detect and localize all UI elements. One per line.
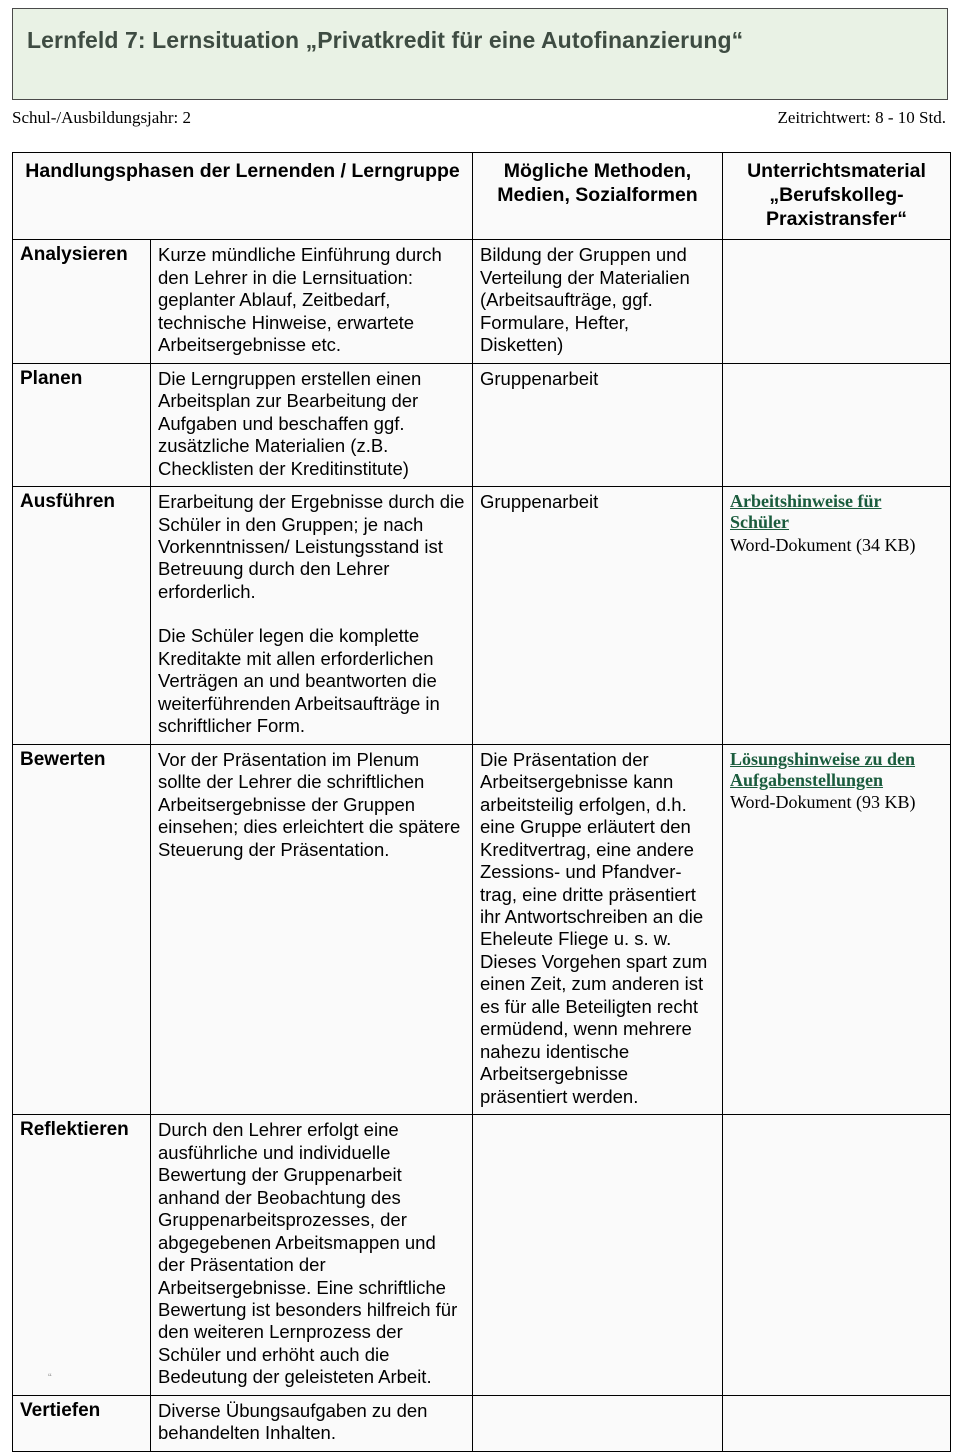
methods-cell-analysieren: Bildung der Gruppen und Verteilung der Materialien (Arbeitsaufträge, ggf. Formulare, Hefter, Disketten) xyxy=(473,240,723,363)
material-cell-bewerten xyxy=(723,744,951,1115)
table-header-row xyxy=(13,153,951,240)
phase-label-analysieren: Analysieren xyxy=(13,240,151,363)
material-cell-ausfuehren xyxy=(723,487,951,745)
table-row xyxy=(13,240,951,363)
methods-cell-ausfuehren: Gruppenarbeit xyxy=(473,487,723,745)
scan-artifact-mark: “ xyxy=(48,1372,53,1384)
table-row xyxy=(13,1115,951,1396)
material-cell-vertiefen xyxy=(723,1395,951,1451)
actions-paragraph: Die Lerngruppen erstellen einen Arbeitsplan zur Bearbeitung der Aufgaben und beschaffen ggf. zusätzliche Materialien (z.B. Checklisten der Kreditinstitute) xyxy=(158,367,422,479)
actions-paragraph: Durch den Lehrer erfolgt eine ausführliche und individuelle Bewertung der Gruppenarbeit anhand der Beobachtung des Gruppenarbeitsprozesses, der abgegebenen Arbeitsmappen und der Präsentation der Arbeitsergebnisse. Eine schriftliche Bewertung ist besonders hilfreich für den weiteren Lernprozess der Schüler und erhöht auch die Bedeutung der geleisteten Arbeit. xyxy=(158,1119,458,1388)
actions-cell-bewerten xyxy=(151,744,473,1115)
actions-paragraph: Erarbeitung der Ergebnisse durch die Schüler in den Gruppen; je nach Vorkenntnissen/ Leistungsstand ist Betreuung durch den Lehrer erforderlich. xyxy=(158,491,465,602)
material-link-loesungshinweise[interactable]: Lösungshinweise zu den Aufgabenstellungen xyxy=(730,748,916,790)
material-cell-analysieren xyxy=(723,240,951,363)
material-cell-reflektieren xyxy=(723,1115,951,1396)
methods-cell-reflektieren xyxy=(473,1115,723,1396)
actions-cell-planen xyxy=(151,363,473,486)
school-year-label: Schul-/Ausbildungsjahr: 2 xyxy=(12,108,191,127)
actions-paragraph: Diverse Übungsaufgaben zu den behandelten Inhalten. xyxy=(158,1399,428,1444)
actions-cell-vertiefen xyxy=(151,1395,473,1451)
time-value-label: Zeitrichtwert: 8 - 10 Std. xyxy=(777,108,946,127)
material-filetype-label: Word-Dokument (93 KB) xyxy=(730,792,916,813)
phase-label-planen: Planen xyxy=(13,363,151,486)
actions-cell-reflektieren xyxy=(151,1115,473,1396)
methods-cell-vertiefen xyxy=(473,1395,723,1451)
phase-label-ausfuehren: Ausführen xyxy=(13,487,151,745)
phase-label-vertiefen: Vertiefen xyxy=(13,1395,151,1451)
material-cell-planen xyxy=(723,363,951,486)
column-header-actions: Handlungsphasen der Lernenden / Lerngruppe xyxy=(13,153,473,240)
page-title: Lernfeld 7: Lernsituation „Privatkredit für eine Autofinanzierung“ xyxy=(27,27,744,53)
table-row xyxy=(13,1395,951,1451)
actions-cell-ausfuehren xyxy=(151,487,473,745)
material-link-arbeitshinweise[interactable]: Arbeitshinweise für Schüler xyxy=(730,491,882,533)
methods-cell-planen: Gruppenarbeit xyxy=(473,363,723,486)
column-header-methods: Mögliche Methoden, Medien, Sozialformen xyxy=(473,153,723,240)
actions-cell-analysieren xyxy=(151,240,473,363)
phase-label-bewerten: Bewerten xyxy=(13,744,151,1115)
methods-cell-bewerten: Die Präsentation der Arbeitsergebnisse kann arbeitsteilig erfolgen, d.h. eine Gruppe erläutert den Kreditvertrag, eine andere Zessions- und Pfandver-trag, eine dritte präsentiert ihr Antwortschreiben an die Eheleute Fliege u. s. w. Dieses Vorgehen spart zum einen Zeit, zum anderen ist es für alle Beteiligten recht ermüdend, wenn mehrere nahezu identische Arbeitsergebnisse präsentiert werden. xyxy=(473,744,723,1115)
actions-paragraph: Vor der Präsentation im Plenum sollte der Lehrer die schriftlichen Arbeitsergebnisse der Gruppen einsehen; dies erleichtert die spätere Steuerung der Präsentation. xyxy=(158,748,461,860)
lernsituation-table xyxy=(12,152,951,1452)
actions-paragraph: Die Schüler legen die komplette Kreditakte mit allen erforderlichen Verträgen an und beantworten die weiterführenden Arbeitsaufträge in schriftlicher Form. xyxy=(158,625,440,737)
column-header-material: Unterrichtsmaterial „Berufskolleg-Praxistransfer“ xyxy=(723,153,951,240)
phase-label-reflektieren: Reflektieren xyxy=(13,1115,151,1396)
table-row xyxy=(13,744,951,1115)
meta-row xyxy=(12,108,948,128)
lernfeld-title-banner xyxy=(12,8,948,100)
table-row xyxy=(13,487,951,745)
table-row xyxy=(13,363,951,486)
material-filetype-label: Word-Dokument (34 KB) xyxy=(730,534,916,555)
actions-paragraph: Kurze mündliche Einführung durch den Lehrer in die Lernsituation: geplanter Ablauf, Zeitbedarf, technische Hinweise, erwartete Arbeitsergebnisse etc. xyxy=(158,244,442,356)
